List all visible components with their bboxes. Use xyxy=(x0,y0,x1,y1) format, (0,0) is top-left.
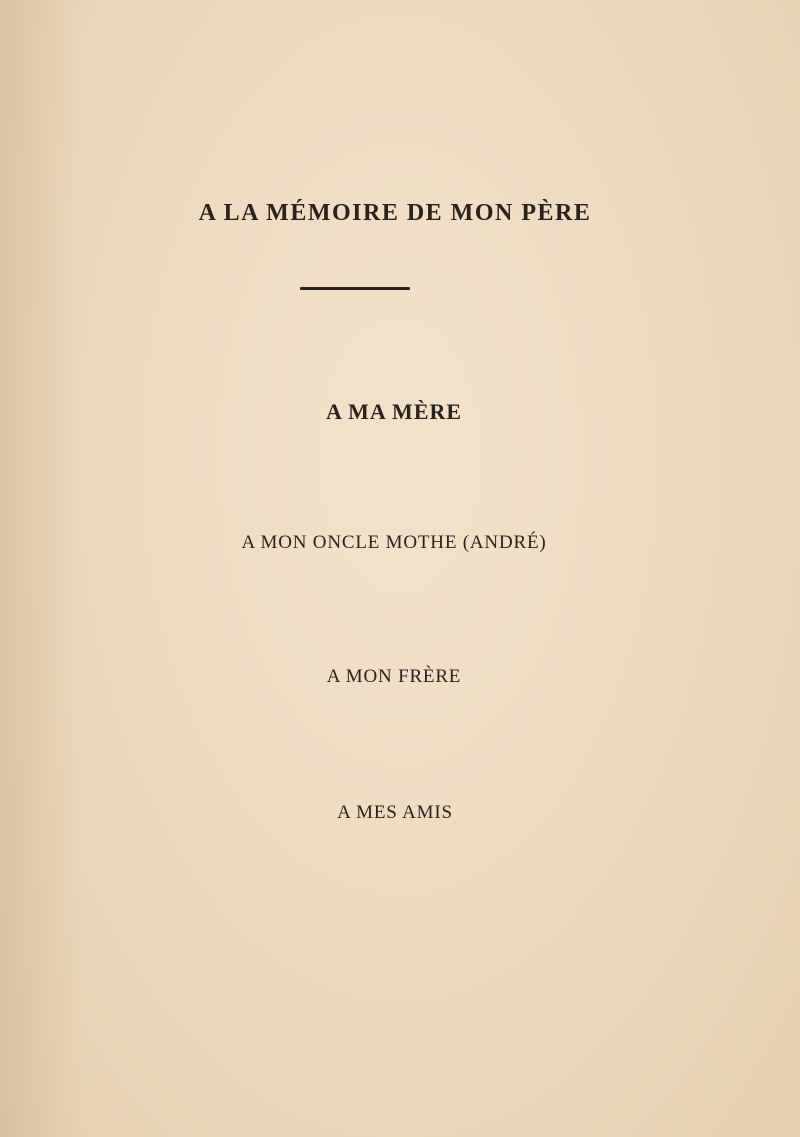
dedication-brother: A MON FRÈRE xyxy=(326,666,462,687)
dedication-uncle: A MON ONCLE MOTHE (ANDRÉ) xyxy=(241,532,547,553)
dedication-friends: A MES AMIS xyxy=(337,802,453,823)
page-edge-shading xyxy=(0,0,80,1137)
dedication-mother: A MA MÈRE xyxy=(325,399,463,424)
separator-rule xyxy=(300,287,410,290)
dedication-father: A LA MÉMOIRE DE MON PÈRE xyxy=(198,200,592,226)
